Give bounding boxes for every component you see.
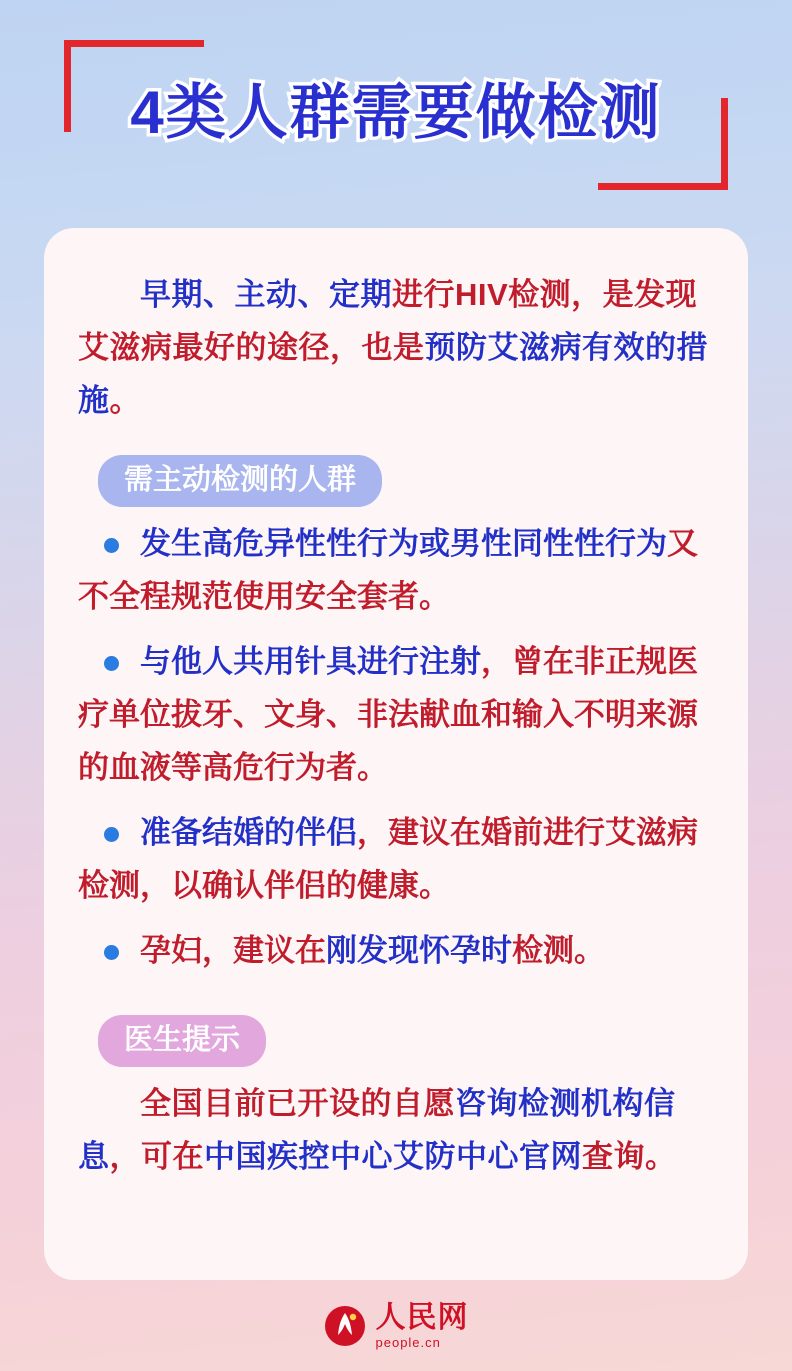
section-label-doctor-tip: 医生提示 xyxy=(98,1015,266,1067)
intro-segment-4: 。 xyxy=(109,383,141,418)
bullet-dot-icon xyxy=(104,538,119,553)
bullet-2-segment-1: 与他人共用针具进行注射 xyxy=(140,644,481,679)
doctor-tip-paragraph xyxy=(78,1077,714,1183)
logo-text-en: people.cn xyxy=(375,1335,441,1350)
tip-segment-4: 中国疾控中心艾防中心官网 xyxy=(204,1139,582,1174)
bullet-dot-icon xyxy=(104,656,119,671)
list-item xyxy=(78,517,714,623)
bullet-2-segment-2: ，曾在非正规医疗单位拔牙、文身、非法献血和输入不明来源的血液等高危行为者。 xyxy=(78,644,698,785)
page-title: 4类人群需要做检测 xyxy=(130,79,662,146)
people-cn-logo-icon xyxy=(324,1305,366,1347)
logo-text-cn: 人民网 xyxy=(375,1301,469,1334)
bullet-3-segment-1: 准备结婚的伴侣 xyxy=(140,815,357,850)
tip-segment-2: 咨询检测机构信息 xyxy=(78,1086,676,1174)
bullet-4-segment-1: 孕妇，建议在 xyxy=(140,933,326,968)
list-item xyxy=(78,635,714,794)
section-label-people: 需主动检测的人群 xyxy=(98,455,382,507)
list-item xyxy=(78,924,714,977)
bullet-dot-icon xyxy=(104,827,119,842)
list-item xyxy=(78,806,714,912)
bullet-1-segment-1: 发生高危异性性行为或男性同性性行为 xyxy=(140,526,667,561)
intro-segment-2: 进行HIV检测，是发现艾滋病最好的途径，也是 xyxy=(78,277,698,365)
tip-segment-3: ，可在 xyxy=(109,1139,204,1174)
tip-segment-5: 查询。 xyxy=(582,1139,677,1174)
bullet-dot-icon xyxy=(104,945,119,960)
bullet-1-segment-2: 又不全程规范使用安全套者。 xyxy=(78,526,698,614)
content-card xyxy=(44,228,748,1280)
intro-segment-1: 早期、主动、定期 xyxy=(140,277,392,312)
bullet-3-segment-2: ，建议在婚前进行艾滋病检测，以确认伴侣的健康。 xyxy=(78,815,698,903)
intro-paragraph xyxy=(78,268,714,427)
header xyxy=(0,0,792,205)
intro-segment-3: 预防艾滋病有效的措施 xyxy=(78,330,708,418)
logo-text xyxy=(376,1303,469,1349)
tip-segment-1: 全国目前已开设的自愿 xyxy=(140,1086,455,1121)
footer-logo xyxy=(0,1303,792,1349)
bullet-4-segment-3: 检测。 xyxy=(512,933,605,968)
bullet-4-segment-2: 刚发现怀孕时 xyxy=(326,933,512,968)
